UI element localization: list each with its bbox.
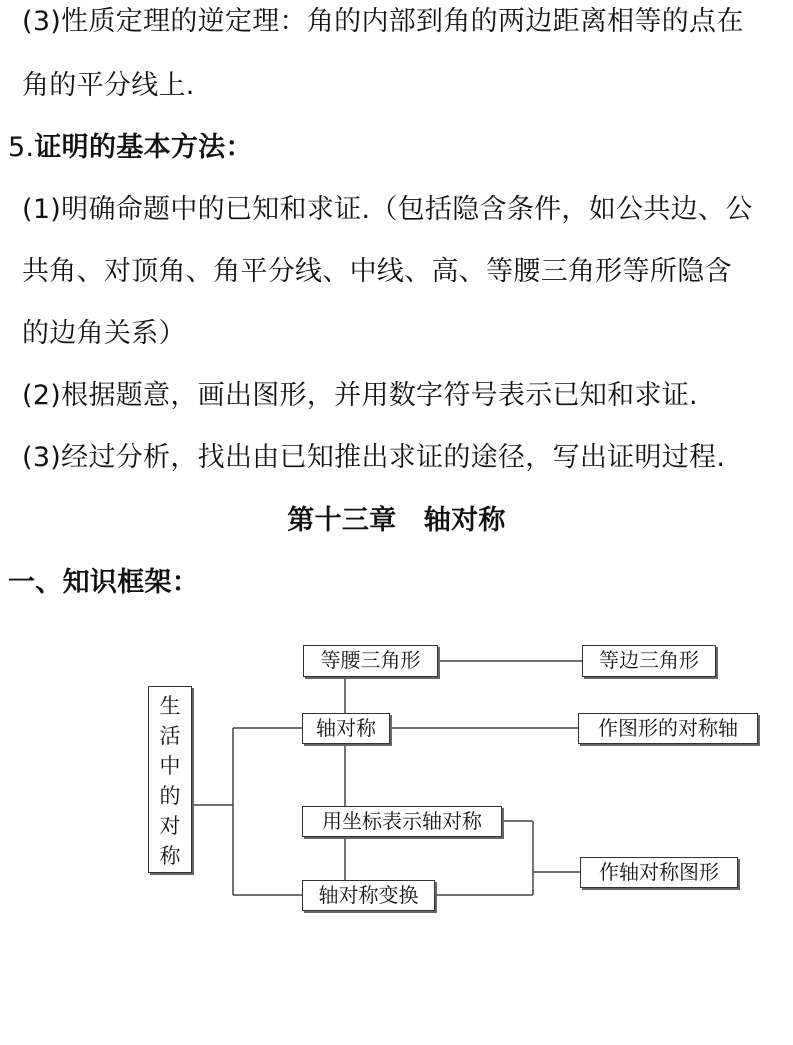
text-line-2: 角的平分线上. <box>22 70 195 101</box>
text-line-1: (3)性质定理的逆定理：角的内部到角的两边距离相等的点在 <box>22 6 744 37</box>
box-equilateral-triangle: 等边三角形 <box>582 645 716 677</box>
root-char-6: 称 <box>159 844 181 868</box>
text-line-5: 共角、对顶角、角平分线、中线、高、等腰三角形等所隐含 <box>22 256 732 287</box>
text-line-6: 的边角关系） <box>22 318 186 349</box>
text-line-4: (1)明确命题中的已知和求证.（包括隐含条件，如公共边、公 <box>22 194 753 225</box>
root-char-2: 活 <box>159 724 181 748</box>
chapter-title: 第十三章 轴对称 <box>287 505 506 536</box>
box-axis-symmetry: 轴对称 <box>302 713 390 744</box>
root-char-1: 生 <box>159 694 181 718</box>
text-line-8: (3)经过分析，找出由已知推出求证的途径，写出证明过程. <box>22 442 726 473</box>
root-char-3: 中 <box>159 754 181 778</box>
box-coordinate-symmetry: 用坐标表示轴对称 <box>302 806 502 837</box>
section-5-heading <box>8 132 253 164</box>
root-char-5: 对 <box>159 814 181 838</box>
section-5-number: 5. <box>8 132 35 163</box>
box-symmetry-transformation: 轴对称变换 <box>302 880 435 911</box>
section-title: 一、知识框架： <box>8 567 200 598</box>
section-5-title: 证明的基本方法： <box>34 132 253 163</box>
box-draw-symmetry-axis: 作图形的对称轴 <box>578 713 758 744</box>
root-box-life-symmetry <box>148 686 192 873</box>
box-draw-symmetric-figure: 作轴对称图形 <box>580 857 738 888</box>
knowledge-framework-diagram <box>0 620 793 940</box>
box-isosceles-triangle: 等腰三角形 <box>303 645 438 677</box>
text-line-7: (2)根据题意，画出图形，并用数字符号表示已知和求证. <box>22 380 698 411</box>
root-char-4: 的 <box>159 784 181 808</box>
